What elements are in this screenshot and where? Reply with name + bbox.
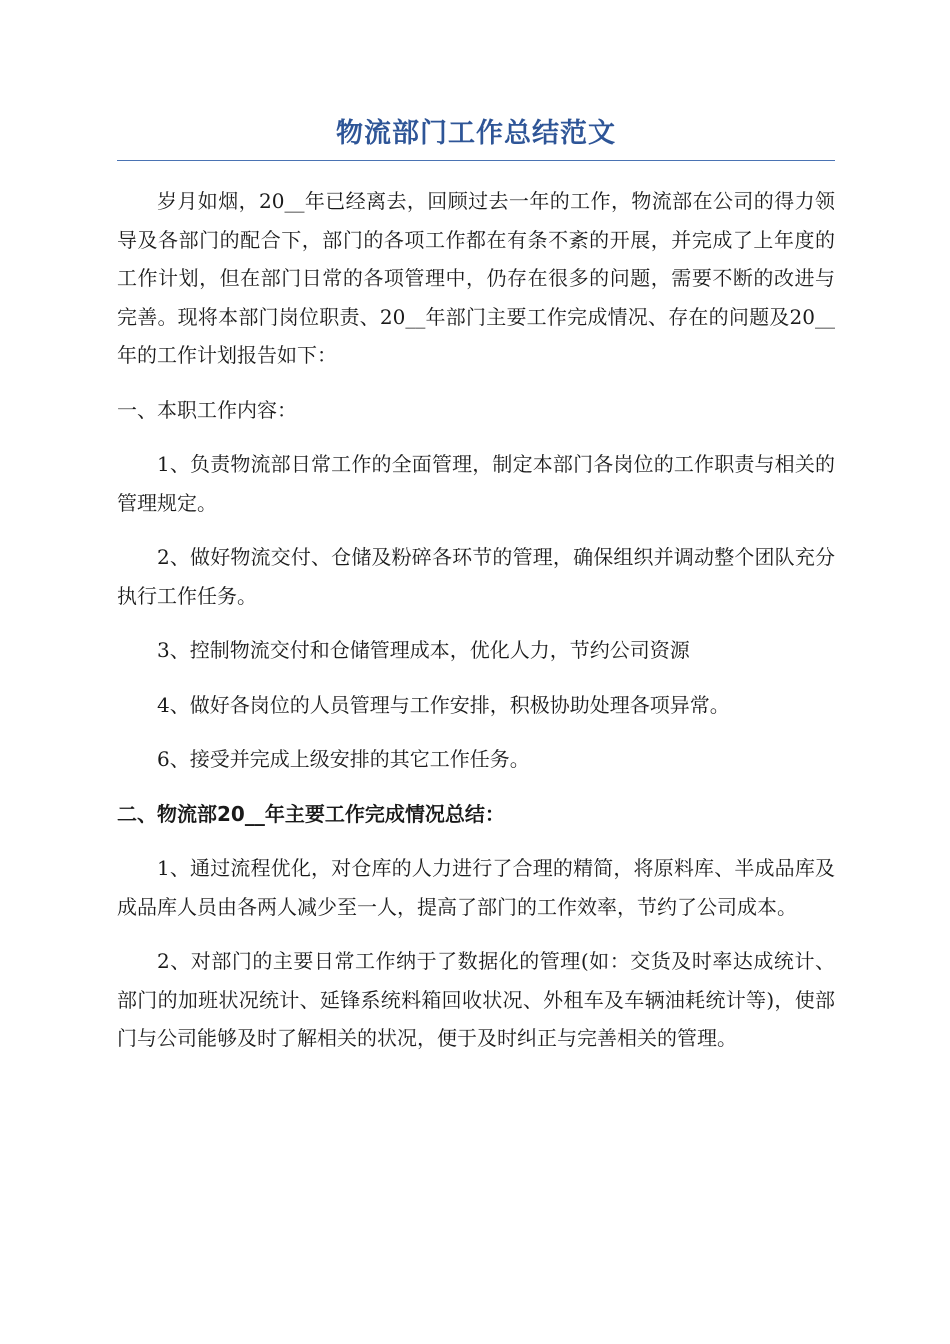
section-2-item-1: 1、通过流程优化，对仓库的人力进行了合理的精简，将原料库、半成品库及成品库人员由各两人减少至一人，提高了部门的工作效率，节约了公司成本。 [117, 856, 835, 919]
section-1-heading: 一、本职工作内容： [117, 397, 297, 422]
section-2-heading: 二、物流部20__年主要工作完成情况总结： [117, 801, 505, 826]
section-1-item-4: 4、做好各岗位的人员管理与工作安排，积极协助处理各项异常。 [157, 692, 730, 717]
section-1-item-5: 6、接受并完成上级安排的其它工作任务。 [157, 747, 530, 771]
document-page [117, 110, 835, 1058]
intro-paragraph: 岁月如烟，20__年已经离去，回顾过去一年的工作，物流部在公司的得力领导及各部门的配合下，部门的各项工作都在有条不紊的开展，并完成了上年度的工作计划，但在部门日常的各项管理中，仍存在很多的问题，需要不断的改进与完善。现将本部门岗位职责、20__年部门主要工作完成情况、存在的问题及20__年的工作计划报告如下： [117, 189, 835, 367]
section-1-item-3: 3、控制物流交付和仓储管理成本，优化人力，节约公司资源 [157, 638, 690, 662]
section-1-item-2: 2、做好物流交付、仓储及粉碎各环节的管理，确保组织并调动整个团队充分执行工作任务。 [117, 545, 835, 608]
section-2-item-2: 2、对部门的主要日常工作纳于了数据化的管理(如：交货及时率达成统计、部门的加班状况统计、延锋系统料箱回收状况、外租车及车辆油耗统计等)，使部门与公司能够及时了解相关的状况，便于及时纠正与完善相关的管理。 [117, 949, 835, 1050]
section-1-item-1: 1、负责物流部日常工作的全面管理，制定本部门各岗位的工作职责与相关的管理规定。 [117, 452, 835, 515]
document-title: 物流部门工作总结范文 [117, 110, 835, 161]
